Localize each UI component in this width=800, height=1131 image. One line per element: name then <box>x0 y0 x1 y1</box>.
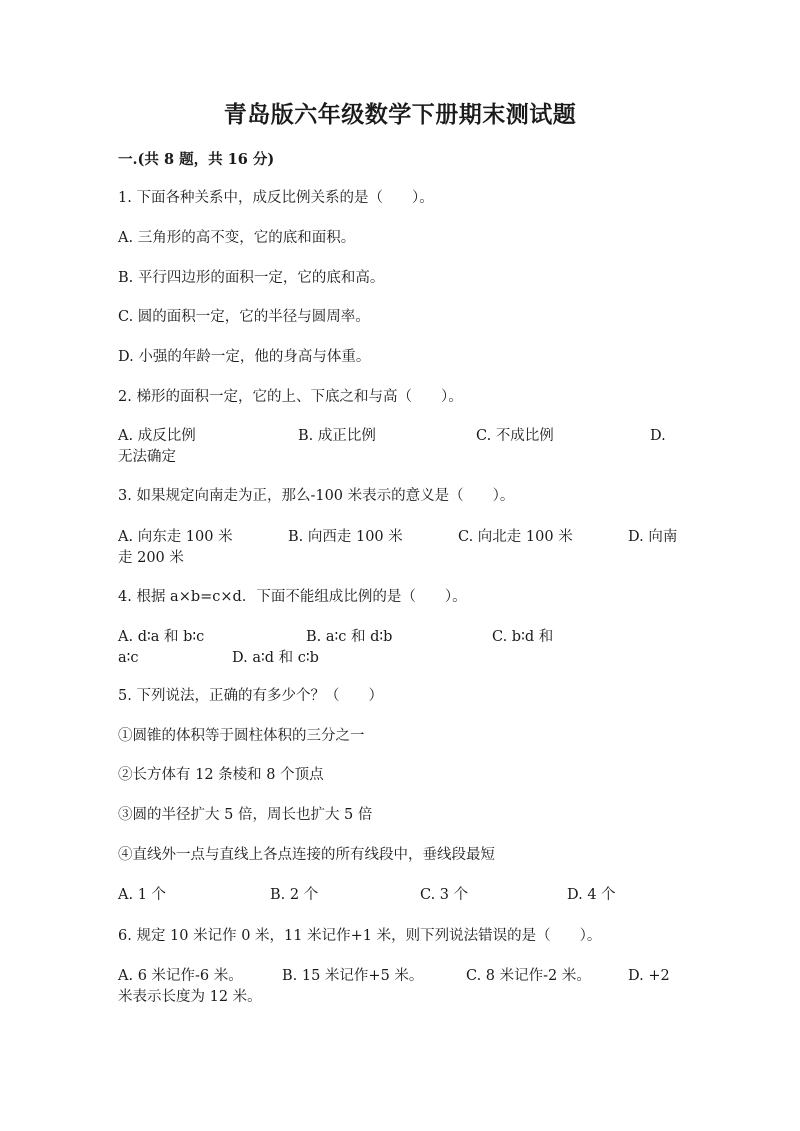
page-title: 青岛版六年级数学下册期末测试题 <box>223 101 577 128</box>
question-3-option-b: B. 向西走 100 米 <box>288 529 403 545</box>
question-6-option-d: D. +2 <box>628 968 670 984</box>
question-4-option-a: A. d∶a 和 b∶c <box>118 629 205 645</box>
section-heading: 一.(共 8 题，共 16 分) <box>118 151 275 168</box>
question-6-options <box>118 966 678 986</box>
question-6-option-c: C. 8 米记作-2 米。 <box>466 968 591 984</box>
question-1-stem: 1. 下面各种关系中，成反比例关系的是（ ）。 <box>118 190 434 206</box>
question-2-option-c: C. 不成比例 <box>476 428 554 444</box>
question-3-option-c: C. 向北走 100 米 <box>458 529 573 545</box>
question-1-option-a: A. 三角形的高不变，它的底和面积。 <box>118 230 356 246</box>
question-4-option-b: B. a∶c 和 d∶b <box>306 629 393 645</box>
question-6-option-b: B. 15 米记作+5 米。 <box>282 968 424 984</box>
question-5-option-d: D. 4 个 <box>567 887 616 903</box>
question-2-options <box>118 426 678 446</box>
question-4-stem: 4. 根据 a×b=c×d．下面不能组成比例的是（ ）。 <box>118 589 467 605</box>
question-5-statement-4: ④直线外一点与直线上各点连接的所有线段中，垂线段最短 <box>118 847 495 863</box>
question-2-option-d: D. <box>650 428 666 444</box>
question-3-option-d-wrap: 走 200 米 <box>118 550 184 566</box>
question-5-stem: 5. 下列说法，正确的有多少个？（ ） <box>118 688 383 704</box>
question-1-option-c: C. 圆的面积一定，它的半径与圆周率。 <box>118 309 370 325</box>
question-6-option-a: A. 6 米记作-6 米。 <box>118 968 243 984</box>
question-4-options <box>118 627 678 647</box>
question-3-stem: 3. 如果规定向南走为正，那么-100 米表示的意义是（ ）。 <box>118 488 515 504</box>
question-4-options-row-2 <box>118 648 678 668</box>
question-1-option-d: D. 小强的年龄一定，他的身高与体重。 <box>118 349 371 365</box>
question-5-statement-1: ①圆锥的体积等于圆柱体积的三分之一 <box>118 728 365 744</box>
question-6-stem: 6. 规定 10 米记作 0 米，11 米记作+1 米，则下列说法错误的是（ ）。 <box>118 928 602 944</box>
question-5-statement-3: ③圆的半径扩大 5 倍，周长也扩大 5 倍 <box>118 807 373 823</box>
question-5-statement-2: ②长方体有 12 条棱和 8 个顶点 <box>118 767 324 783</box>
question-3-options <box>118 527 678 547</box>
question-2-option-d-wrap: 无法确定 <box>118 449 176 465</box>
question-1-option-b: B. 平行四边形的面积一定，它的底和高。 <box>118 270 385 286</box>
question-5-option-c: C. 3 个 <box>420 887 469 903</box>
question-2-option-a: A. 成反比例 <box>118 428 196 444</box>
question-4-option-c: C. b∶d 和 <box>492 629 554 645</box>
question-3-option-d: D. 向南 <box>628 529 678 545</box>
question-4-option-d: D. a∶d 和 c∶b <box>232 650 319 666</box>
question-6-option-d-wrap: 米表示长度为 12 米。 <box>118 989 262 1005</box>
question-3-option-a: A. 向东走 100 米 <box>118 529 233 545</box>
question-5-options <box>118 885 678 905</box>
question-5-option-b: B. 2 个 <box>270 887 319 903</box>
question-5-option-a: A. 1 个 <box>118 887 167 903</box>
question-2-option-b: B. 成正比例 <box>298 428 376 444</box>
question-2-stem: 2. 梯形的面积一定，它的上、下底之和与高（ ）。 <box>118 389 463 405</box>
question-4-option-c-wrap: a∶c <box>118 650 139 666</box>
